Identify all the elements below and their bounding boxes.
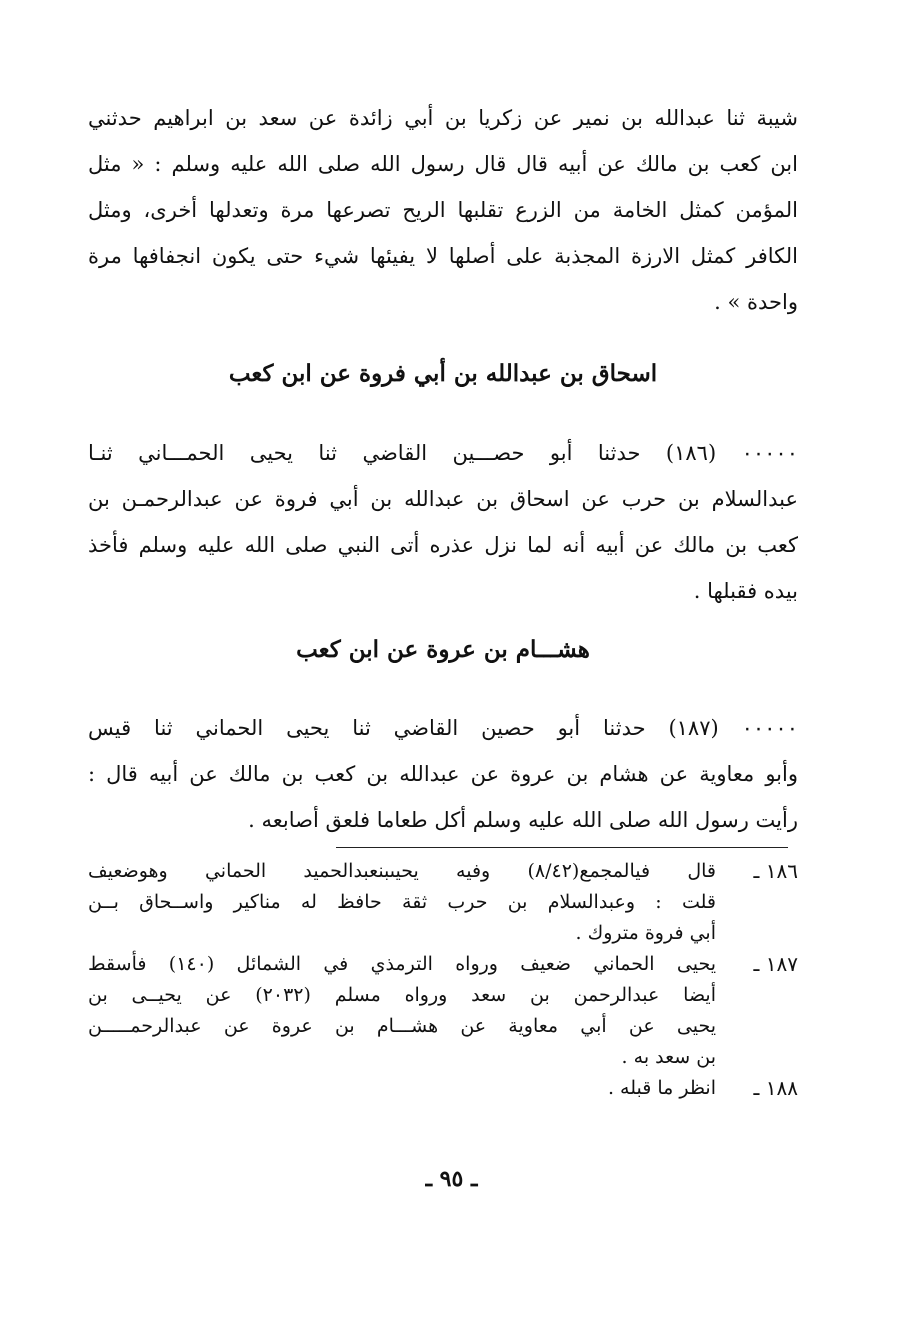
footnote-line: يحيى الحماني ضعيف ورواه الترمذي في الشمائل (١٤٠) فأسقط	[88, 953, 716, 975]
footnote-separator	[336, 847, 788, 848]
text-line: ٠٠٠٠٠ (١٨٦) حدثنا أبو حصـــين القاضي ثنا يحيى الحمـــاني ثنـا	[88, 441, 798, 465]
footnote-number: ١٨٧ ـ	[753, 952, 798, 976]
section-heading-ishaq: اسحاق بن عبدالله بن أبي فروة عن ابن كعب	[228, 360, 658, 387]
text-line: ابن كعب بن مالك عن أبيه قال قال رسول الله صلى الله عليه وسلم : « مثل	[88, 152, 798, 176]
footnote-line: بن سعد به .	[621, 1046, 716, 1068]
text-line: وأبو معاوية عن هشام بن عروة عن عبدالله بن كعب بن مالك عن أبيه قال :	[88, 762, 798, 786]
footnote-number: ١٨٦ ـ	[753, 859, 798, 883]
footnote-line: يحيى عن أبي معاوية عن هشـــام بن عروة عن عبدالرحمـــــن	[88, 1015, 716, 1037]
hadith-186-paragraph	[88, 430, 798, 614]
page-number: ـ ٩٥ ـ	[425, 1166, 478, 1192]
text-line: كعب بن مالك عن أبيه أنه لما نزل عذره أتى النبي صلى الله عليه وسلم فأخذ	[88, 533, 798, 557]
text-line: رأيت رسول الله صلى الله عليه وسلم أكل طعاما فلعق أصابعه .	[248, 808, 798, 832]
footnote-line: أيضا عبدالرحمن بن سعد ورواه مسلم (٢٠٣٢) عن يحيــى بن	[88, 984, 716, 1006]
text-line: ٠٠٠٠٠ (١٨٧) حدثنا أبو حصين القاضي ثنا يحيى الحماني ثنا قيس	[88, 716, 798, 740]
footnote-number: ١٨٨ ـ	[753, 1076, 798, 1100]
footnotes	[88, 856, 798, 1104]
text-line: بيده فقبلها .	[693, 579, 798, 603]
text-line: عبدالسلام بن حرب عن اسحاق بن عبدالله بن أبي فروة عن عبدالرحمـن بن	[88, 487, 798, 511]
top-paragraph	[88, 95, 798, 325]
footnote-text	[88, 856, 716, 949]
footnote-188	[88, 1073, 798, 1104]
footnote-line: قال فيالمجمع(٨/٤٢) وفيه يحيىبنعبدالحميد الحماني وهوضعيف	[88, 860, 716, 882]
hadith-187-paragraph	[88, 705, 798, 843]
section-heading-hisham: هشـــام بن عروة عن ابن كعب	[296, 636, 590, 663]
footnote-line: أبي فروة متروك .	[575, 922, 716, 944]
footnote-line: قلت : وعبدالسلام بن حرب ثقة حافظ له مناكير واســحاق بــن	[88, 891, 716, 913]
footnote-line: انظر ما قبله .	[607, 1077, 716, 1099]
footnote-text	[88, 1073, 716, 1104]
footnote-186	[88, 856, 798, 949]
text-line: الكافر كمثل الارزة المجذبة على أصلها لا يفيئها شيء حتى يكون انجفافها مرة	[88, 244, 798, 268]
footnote-187	[88, 949, 798, 1073]
text-line: واحدة » .	[714, 290, 798, 314]
footnote-text	[88, 949, 716, 1073]
text-line: شيبة ثنا عبدالله بن نمير عن زكريا بن أبي زائدة عن سعد بن ابراهيم حدثني	[88, 106, 798, 130]
text-line: المؤمن كمثل الخامة من الزرع تقلبها الريح تصرعها مرة وتعدلها أخرى، ومثل	[88, 198, 798, 222]
